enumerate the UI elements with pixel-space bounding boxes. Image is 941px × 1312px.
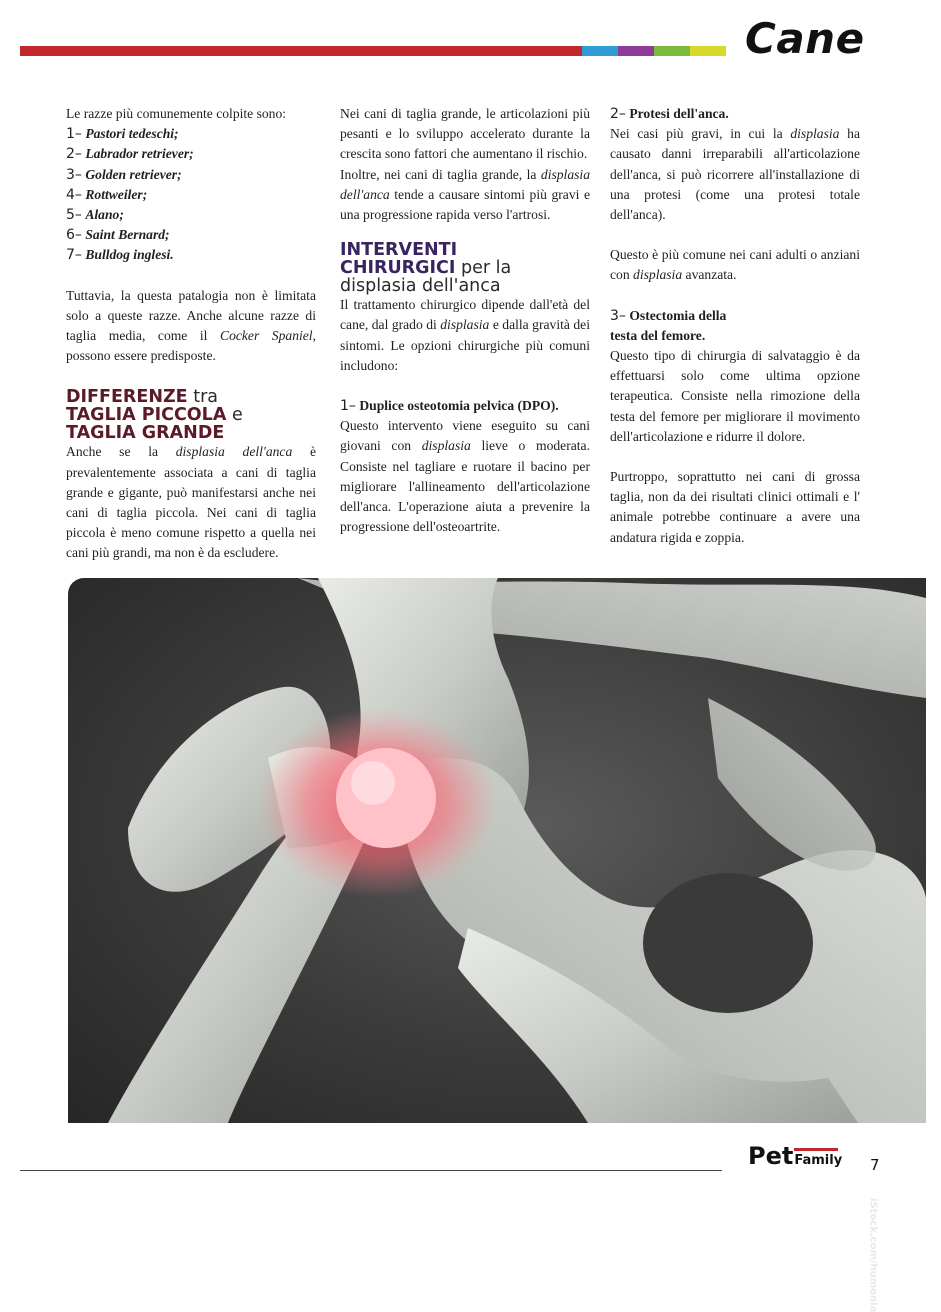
breed-number: 6– [66, 227, 82, 244]
breed-item [66, 205, 316, 225]
item-ostectomy-heading: 3– Ostectomia della testa del femore. [610, 307, 727, 343]
item-dpo-text: Questo intervento viene eseguito su cani giovani con displasia lieve o moderata. Consiste nel tagliare e ruotare il bacino per migliorare l'allineamento dell'articolazione dell'anca. L'operazione aiuta a prevenire la progressione dell'osteoartrite. [340, 418, 590, 535]
color-bar-red [20, 46, 582, 56]
paragraph-large-breeds: Nei cani di taglia grande, le articolazioni più pesanti e lo sviluppo accelerato durante la crescita sono fattori che aumentano il rischio. [340, 106, 590, 162]
column-2 [340, 104, 590, 537]
hip-bones-graphic [68, 578, 926, 1123]
breed-number: 5– [66, 207, 82, 224]
breed-number: 1– [66, 126, 82, 143]
color-bar-blue [582, 46, 618, 56]
breed-item [66, 185, 316, 205]
breed-name: Pastori tedeschi; [85, 126, 179, 142]
breed-name: Golden retriever; [85, 166, 182, 182]
breed-list [66, 124, 316, 265]
paragraph-adult-dogs: Questo è più comune nei cani adulti o anziani con displasia avanzata. [610, 247, 860, 283]
paragraph-unfortunately: Purtroppo, soprattutto nei cani di grossa taglia, non da dei risultati clinici ottimali e l' animale potrebbe continuare a avere una andatura rigida e zoppia. [610, 469, 860, 545]
breeds-intro: Le razze più comunemente colpite sono: [66, 106, 287, 121]
paragraph-other-breeds: Tuttavia, la questa patalogia non è limitata solo a queste razze. Anche alcune razze di taglia media, come il Cocker Spaniel, possono essere predisposte. [66, 287, 316, 364]
item-prosthesis-heading: 2– Protesi dell'anca. [610, 106, 729, 122]
page-number: 7 [870, 1156, 880, 1174]
breed-item [66, 225, 316, 245]
logo-pet: Pet [748, 1142, 794, 1170]
breed-item [66, 144, 316, 164]
petfamily-logo [748, 1144, 842, 1168]
heading-surgical-interventions: INTERVENTI CHIRURGICI per la displasia dell'anca [340, 240, 512, 297]
item-ostectomy-text: Questo tipo di chirurgia di salvataggio è da effettuarsi solo come ultima opzione terapeutica. Consiste nella rimozione della testa del femore per migliorare il movimento dell'articolazione e ridurre il dolore. [610, 348, 860, 444]
section-title: Cane [745, 14, 865, 63]
header-color-bar [20, 46, 726, 56]
column-1 [66, 104, 316, 564]
breed-number: 2– [66, 146, 82, 163]
breed-name: Alano; [85, 207, 124, 223]
breed-name: Saint Bernard; [85, 227, 170, 243]
color-bar-green [654, 46, 690, 56]
breed-number: 7– [66, 247, 82, 264]
breed-item [66, 245, 316, 265]
breed-name: Labrador retriever; [85, 146, 194, 162]
color-bar-yellow [690, 46, 726, 56]
paragraph-arthrosis: Inoltre, nei cani di taglia grande, la displasia dell'anca tende a causare sintomi più gravi e una progressione rapida verso l'artrosi. [340, 166, 590, 223]
paragraph-surgery-intro: Il trattamento chirurgico dipende dall'età del cane, dal grado di displasia e dalla gravità dei sintomi. Le opzioni chirurgiche più comuni includono: [340, 297, 590, 373]
heading-size-differences: DIFFERENZE tra TAGLIA PICCOLA e TAGLIA GRANDE [66, 387, 243, 444]
logo-family: Family [794, 1153, 843, 1168]
breed-name: Bulldog inglesi. [85, 247, 174, 263]
breed-name: Rottweiler; [85, 186, 148, 202]
breed-number: 3– [66, 166, 82, 183]
breed-item [66, 124, 316, 144]
color-bar-purple [618, 46, 654, 56]
photo-credit: iStock.com/humonia [867, 1198, 878, 1312]
paragraph-small-breeds: Anche se la displasia dell'anca è prevalentemente associata a cani di taglia grande e gigante, può manifestarsi anche nei cani di taglia piccola. Nei cani di taglia piccola è meno comune rispetto a quella nei cani più grandi, ma non è da escludere. [66, 444, 317, 561]
breed-item [66, 165, 316, 185]
breed-number: 4– [66, 186, 82, 203]
item-dpo-heading: 1– Duplice osteotomia pelvica (DPO). [340, 398, 559, 415]
item-prosthesis-text: Nei casi più gravi, in cui la displasia ha causato danni irreparabili all'articolazione dell'anca, si può ricorrere all'installazione di una protesi (come una protesi totale dell'anca). [610, 126, 860, 223]
footer-rule [20, 1170, 722, 1171]
column-3 [610, 104, 860, 548]
